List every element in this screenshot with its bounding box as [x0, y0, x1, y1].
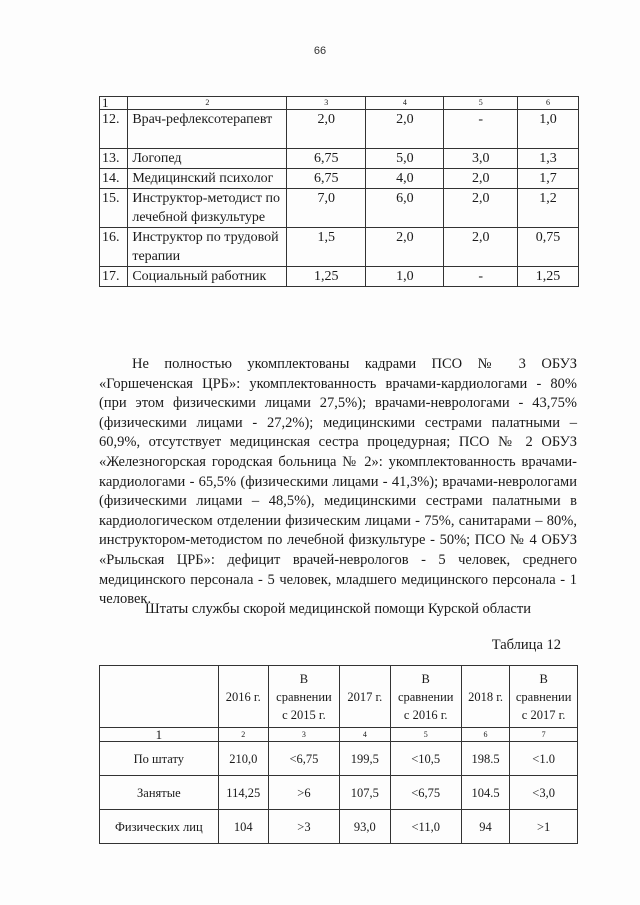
col-number: 1 — [100, 728, 219, 742]
row-number: 12. — [100, 110, 128, 149]
position-name: Инструктор-методист по лечебной физкультуре — [128, 189, 287, 228]
cell-value: 2,0 — [444, 228, 518, 267]
row-number: 15. — [100, 189, 128, 228]
col-number: 2 — [128, 97, 287, 110]
cell-value: 1,5 — [287, 228, 366, 267]
ambulance-staff-table — [99, 665, 578, 844]
header-cell: В сравнении с 2016 г. — [390, 666, 461, 728]
cell-value: 104.5 — [461, 776, 509, 810]
cell-value: <11,0 — [390, 810, 461, 844]
cell-value: <10,5 — [390, 742, 461, 776]
col-number: 5 — [444, 97, 518, 110]
col-number: 7 — [510, 728, 578, 742]
body-paragraph: Не полностью укомплектованы кадрами ПСО № 3 ОБУЗ «Горшеченская ЦРБ»: укомплектованность врачами-кардиологами - 80% (при этом физическими лицами 27,5%); врачами-неврологами - 43,75% (физическими лицами - 27,2%); медицинскими сестрами палатными – 60,9%, отсутствует медицинская сестра процедурная; ПСО № 2 ОБУЗ «Железногорская городская больница № 2»: укомплектованность врачами-кардиологами - 65,5% (физическими лицами - 41,3%); врачами-неврологами (физическими лицами – 48,5%), медицинскими сестрами палатными в кардиологическом отделении физическим лицами - 75%, санитарами – 80%, инструктором-методистом по лечебной физкультуре - 50%; ПСО № 4 ОБУЗ «Рыльская ЦРБ»: дефицит врачей-неврологов - 5 человек, среднего медицинского персонала - 5 человек, младшего медицинского персонала - 1 человек. — [99, 356, 577, 608]
staff-table — [99, 96, 579, 287]
position-name: Инструктор по трудовой терапии — [128, 228, 287, 267]
col-number: 2 — [218, 728, 268, 742]
position-name: Врач-рефлексотерапевт — [128, 110, 287, 149]
col-number: 3 — [268, 728, 339, 742]
cell-value: 1,3 — [518, 149, 579, 169]
table-label: Таблица 12 — [491, 637, 561, 653]
table-row — [100, 810, 578, 844]
table-row — [100, 189, 579, 228]
cell-value: 1,25 — [518, 267, 579, 287]
row-label: Занятые — [100, 776, 219, 810]
cell-value: 6,75 — [287, 149, 366, 169]
cell-value: 0,75 — [518, 228, 579, 267]
cell-value: 3,0 — [444, 149, 518, 169]
cell-value: 2,0 — [287, 110, 366, 149]
cell-value: 1,25 — [287, 267, 366, 287]
cell-value: >6 — [268, 776, 339, 810]
cell-value: 104 — [218, 810, 268, 844]
row-label: Физических лиц — [100, 810, 219, 844]
cell-value: <6,75 — [268, 742, 339, 776]
cell-value: 6,75 — [287, 169, 366, 189]
header-cell: В сравнении с 2015 г. — [268, 666, 339, 728]
header-cell: 2017 г. — [340, 666, 391, 728]
table-row — [100, 776, 578, 810]
cell-value: 199,5 — [340, 742, 391, 776]
col-number: 3 — [287, 97, 366, 110]
cell-value: - — [444, 110, 518, 149]
cell-value: 6,0 — [366, 189, 444, 228]
cell-value: 1,0 — [518, 110, 579, 149]
cell-value: - — [444, 267, 518, 287]
section-heading: Штаты службы скорой медицинской помощи Курской области — [145, 601, 531, 617]
cell-value: 7,0 — [287, 189, 366, 228]
cell-value: <6,75 — [390, 776, 461, 810]
cell-value: 94 — [461, 810, 509, 844]
cell-value: <1.0 — [510, 742, 578, 776]
cell-value: 2,0 — [366, 228, 444, 267]
cell-value: 114,25 — [218, 776, 268, 810]
cell-value: 4,0 — [366, 169, 444, 189]
col-number: 4 — [340, 728, 391, 742]
cell-value: 1,0 — [366, 267, 444, 287]
row-number: 14. — [100, 169, 128, 189]
cell-value: 2,0 — [366, 110, 444, 149]
cell-value: 1,7 — [518, 169, 579, 189]
header-cell: В сравнении с 2017 г. — [510, 666, 578, 728]
col-number: 5 — [390, 728, 461, 742]
col-number: 4 — [366, 97, 444, 110]
table-row — [100, 149, 579, 169]
table-row — [100, 267, 579, 287]
cell-value: <3,0 — [510, 776, 578, 810]
cell-value: 2,0 — [444, 169, 518, 189]
position-name: Медицинский психолог — [128, 169, 287, 189]
cell-value: 5,0 — [366, 149, 444, 169]
col-number: 6 — [518, 97, 579, 110]
cell-value: >1 — [510, 810, 578, 844]
position-name: Социальный работник — [128, 267, 287, 287]
cell-value: >3 — [268, 810, 339, 844]
table-number-row — [100, 97, 579, 110]
col-number: 6 — [461, 728, 509, 742]
position-name: Логопед — [128, 149, 287, 169]
header-cell: 2016 г. — [218, 666, 268, 728]
row-number: 16. — [100, 228, 128, 267]
row-label: По штату — [100, 742, 219, 776]
table-row — [100, 228, 579, 267]
cell-value: 198.5 — [461, 742, 509, 776]
table-row — [100, 742, 578, 776]
table-row — [100, 169, 579, 189]
table-row — [100, 110, 579, 149]
table-number-row — [100, 728, 578, 742]
col-number: 1 — [100, 97, 128, 110]
cell-value: 2,0 — [444, 189, 518, 228]
cell-value: 93,0 — [340, 810, 391, 844]
cell-value: 107,5 — [340, 776, 391, 810]
header-cell — [100, 666, 219, 728]
row-number: 17. — [100, 267, 128, 287]
cell-value: 210,0 — [218, 742, 268, 776]
row-number: 13. — [100, 149, 128, 169]
header-cell: 2018 г. — [461, 666, 509, 728]
page-number: 66 — [313, 45, 327, 57]
cell-value: 1,2 — [518, 189, 579, 228]
table-header-row — [100, 666, 578, 728]
